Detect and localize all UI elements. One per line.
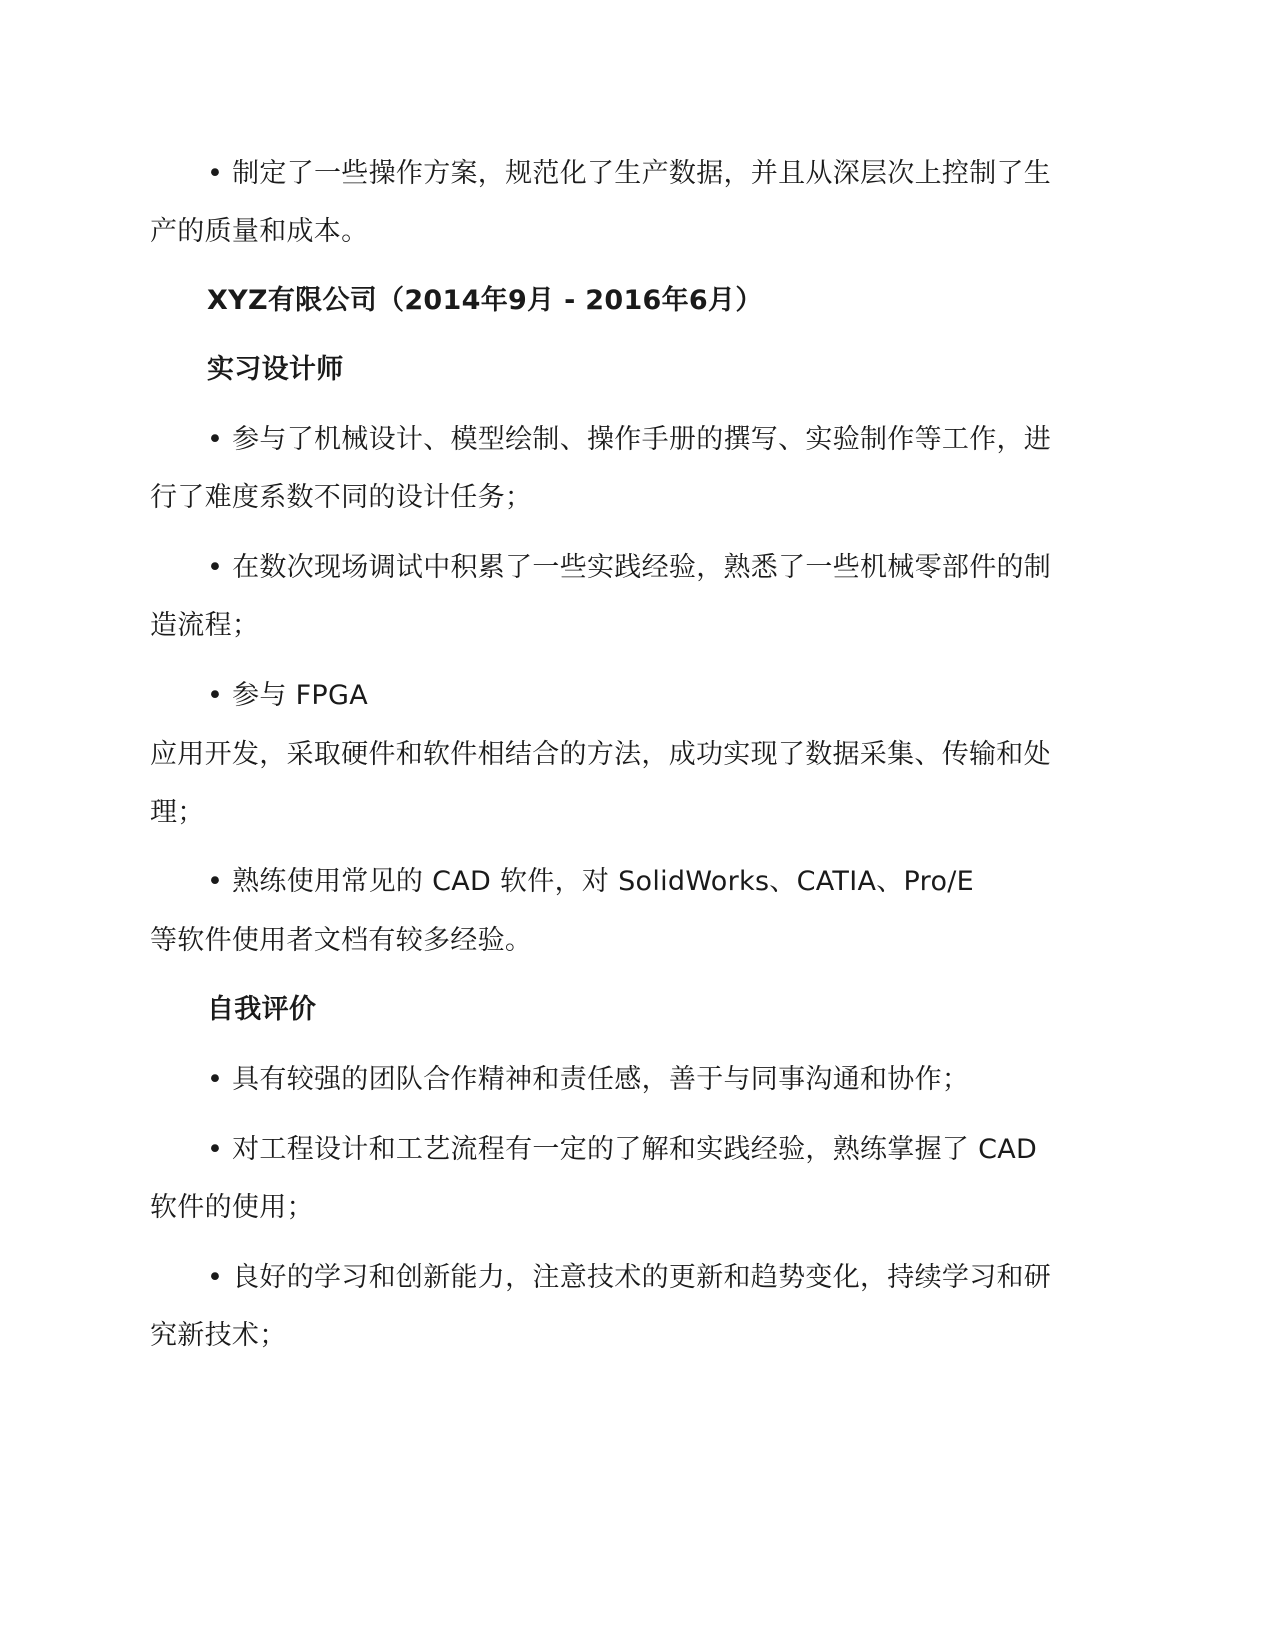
text-line: 究新技术； — [150, 1320, 287, 1351]
text-line: 软件的使用； — [150, 1192, 314, 1223]
bullet-line: • 在数次现场调试中积累了一些实践经验，熟悉了一些机械零部件的制 — [207, 552, 1052, 583]
bullet-line: • 参与了机械设计、模型绘制、操作手册的撰写、实验制作等工作，进 — [207, 424, 1052, 455]
text-line: 等软件使用者文档有较多经验。 — [150, 925, 533, 956]
text-line: 理； — [150, 797, 205, 828]
bullet-line: • 参与 FPGA — [207, 680, 368, 711]
text-line: 造流程； — [150, 610, 260, 641]
bullet-line: • 制定了一些操作方案，规范化了生产数据，并且从深层次上控制了生 — [207, 158, 1052, 189]
bullet-line: • 具有较强的团队合作精神和责任感，善于与同事沟通和协作； — [207, 1064, 970, 1095]
company-heading: XYZ有限公司（2014年9月 - 2016年6月） — [207, 285, 763, 316]
text-line: 应用开发，采取硬件和软件相结合的方法，成功实现了数据采集、传输和处 — [150, 739, 1051, 770]
bullet-line: • 对工程设计和工艺流程有一定的了解和实践经验，熟练掌握了 CAD — [207, 1134, 1038, 1165]
bullet-line: • 熟练使用常见的 CAD 软件，对 SolidWorks、CATIA、Pro/E — [207, 866, 975, 897]
text-line: 行了难度系数不同的设计任务； — [150, 482, 533, 513]
bullet-line: • 良好的学习和创新能力，注意技术的更新和趋势变化，持续学习和研 — [207, 1262, 1052, 1293]
text-line: 产的质量和成本。 — [150, 216, 369, 247]
self-evaluation-heading: 自我评价 — [207, 994, 317, 1025]
job-title-heading: 实习设计师 — [207, 354, 344, 385]
